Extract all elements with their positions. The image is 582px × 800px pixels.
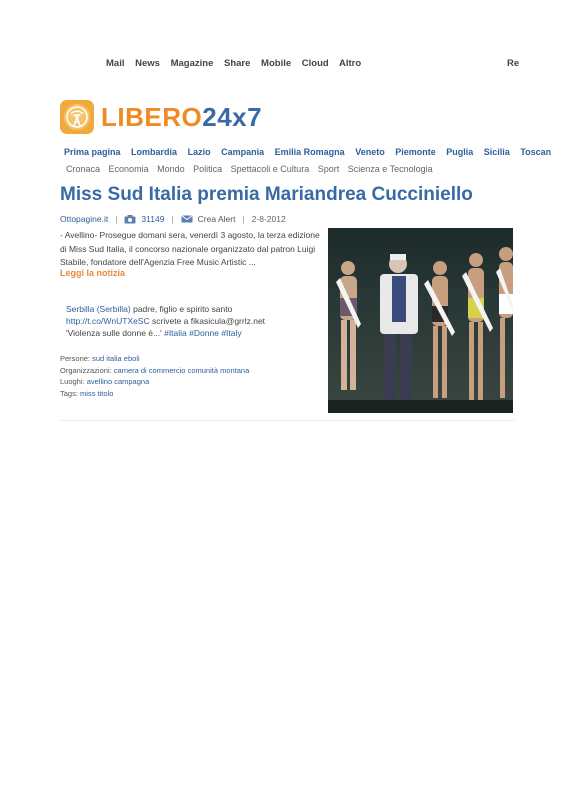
- nav-mail[interactable]: Mail: [106, 58, 125, 69]
- tweet-text: scrivete a fikasicula@grrlz.net: [152, 316, 266, 326]
- meta-separator: |: [171, 214, 174, 224]
- entity-tags: [60, 353, 249, 399]
- cat-scienza[interactable]: Scienza e Tecnologia: [347, 164, 433, 174]
- cat-economia[interactable]: Economia: [108, 164, 149, 174]
- top-nav: [106, 58, 369, 69]
- regions-nav: [64, 147, 559, 157]
- camera-icon: [124, 215, 136, 224]
- nav-magazine[interactable]: Magazine: [170, 58, 214, 69]
- meta-separator: |: [242, 214, 245, 224]
- article-summary: - Avellino- Prosegue domani sera, venerdì 3 agosto, la terza edizione di Miss Sud Italia, il concorso nazionale organizzato dal patron Luigi Stabile, fondatore dell'Agenzia Free Music Artistic ...: [60, 230, 320, 267]
- divider: [60, 420, 515, 421]
- region-veneto[interactable]: Veneto: [355, 147, 385, 157]
- view-count: 31149: [141, 214, 165, 224]
- tags-luoghi-row: [60, 376, 249, 388]
- hashtag-italia[interactable]: #Italia: [164, 328, 187, 338]
- tags-org-row: [60, 365, 249, 377]
- cat-politica[interactable]: Politica: [193, 164, 223, 174]
- article-meta: [60, 214, 286, 224]
- antenna-icon: [60, 100, 94, 134]
- region-prima-pagina[interactable]: Prima pagina: [64, 147, 121, 157]
- nav-mobile[interactable]: Mobile: [261, 58, 292, 69]
- tweet-user[interactable]: Serbilla (Serbilla): [66, 304, 131, 314]
- region-lazio[interactable]: Lazio: [187, 147, 211, 157]
- article-date: 2-8-2012: [251, 214, 286, 224]
- article-title[interactable]: Miss Sud Italia premia Mariandrea Cucciniello: [60, 184, 473, 205]
- nav-share[interactable]: Share: [224, 58, 251, 69]
- tags-tags-label: Tags:: [60, 388, 78, 398]
- cat-spettacoli[interactable]: Spettacoli e Cultura: [230, 164, 310, 174]
- region-sicilia[interactable]: Sicilia: [483, 147, 510, 157]
- tags-persone-row: [60, 353, 249, 365]
- tags-luoghi-label: Luoghi:: [60, 377, 85, 386]
- region-emilia-romagna[interactable]: Emilia Romagna: [274, 147, 345, 157]
- nav-cloud[interactable]: Cloud: [301, 58, 329, 69]
- nav-altro[interactable]: Altro: [339, 58, 362, 69]
- tags-tags-row: [60, 388, 249, 400]
- region-campania[interactable]: Campania: [221, 147, 265, 157]
- tags-org-value[interactable]: camera di commercio comunità montana: [113, 365, 250, 375]
- article-source[interactable]: Ottopagine.it: [60, 214, 109, 224]
- tweet-bio: padre, figlio e spirito santo: [133, 304, 233, 314]
- cat-cronaca[interactable]: Cronaca: [66, 164, 101, 174]
- create-alert-link[interactable]: Crea Alert: [197, 214, 236, 224]
- article-photo[interactable]: [328, 228, 513, 413]
- tweet-block: [66, 303, 316, 339]
- envelope-icon: [181, 215, 193, 223]
- region-piemonte[interactable]: Piemonte: [395, 147, 436, 157]
- region-puglia[interactable]: Puglia: [446, 147, 474, 157]
- tags-tags-value[interactable]: miss titolo: [80, 388, 114, 398]
- region-toscana[interactable]: Toscan: [520, 147, 552, 157]
- logo-suffix: 24x7: [202, 101, 263, 132]
- tags-persone-label: Persone:: [60, 354, 91, 363]
- nav-news[interactable]: News: [135, 58, 160, 69]
- read-more-link[interactable]: Leggi la notizia: [60, 268, 126, 278]
- cat-sport[interactable]: Sport: [317, 164, 340, 174]
- tweet-quote: 'Violenza sulle donne è...': [66, 328, 162, 338]
- hashtag-donne[interactable]: #Donne: [189, 328, 219, 338]
- hashtag-italy[interactable]: #Italy: [221, 328, 242, 338]
- cat-mondo[interactable]: Mondo: [157, 164, 185, 174]
- site-logo[interactable]: [60, 100, 262, 134]
- tags-persone-value[interactable]: sud italia eboli: [92, 354, 140, 363]
- categories-nav: [66, 164, 439, 174]
- tags-luoghi-value[interactable]: avellino campagna: [86, 377, 150, 386]
- logo-brand: LIBERO: [101, 101, 203, 132]
- tweet-link[interactable]: http://t.co/WnUTXeSC: [66, 316, 150, 326]
- logo-wordmark: [101, 102, 262, 133]
- region-lombardia[interactable]: Lombardia: [131, 147, 178, 157]
- meta-separator: |: [115, 214, 118, 224]
- tags-org-label: Organizzazioni:: [60, 365, 112, 375]
- nav-cut-off-item[interactable]: Re: [507, 58, 520, 69]
